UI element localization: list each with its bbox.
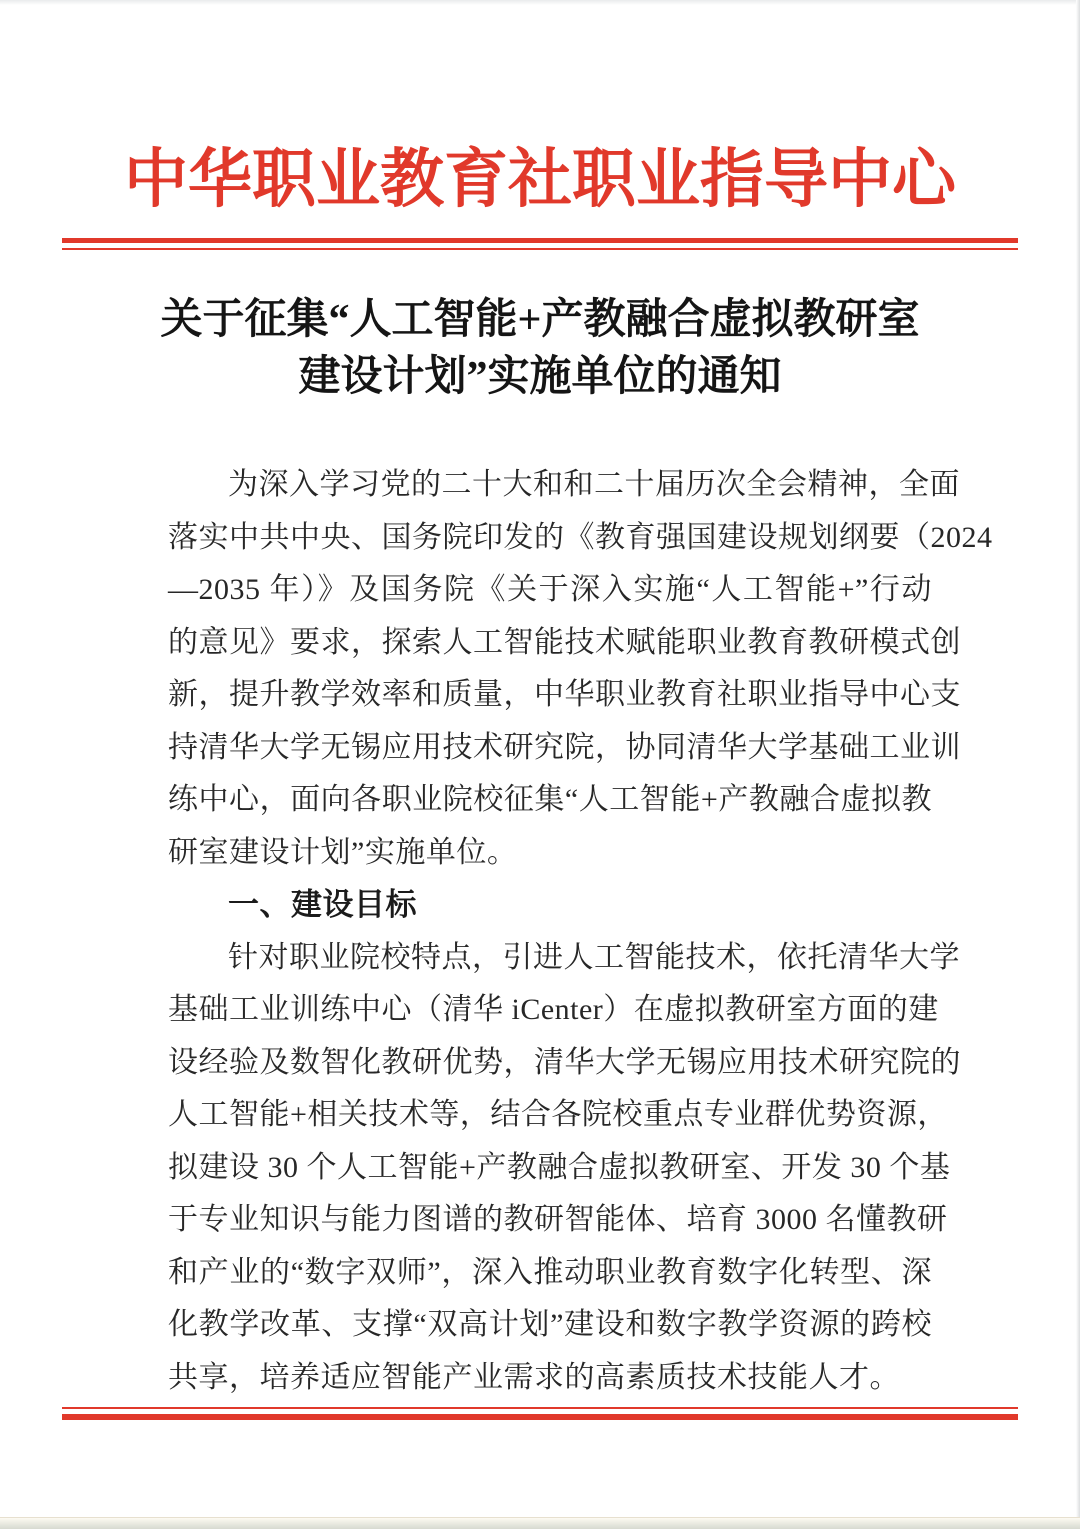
masthead-rule-thick <box>62 238 1018 243</box>
document-title <box>0 292 1080 406</box>
letterhead-org-title: 中华职业教育社职业指导中心 <box>124 144 956 215</box>
body-line: 和产业的“数字双师”，深入推动职业教育数字化转型、深 <box>168 1255 932 1289</box>
document-body <box>168 459 993 1404</box>
body-line: 于专业知识与能力图谱的教研智能体、培育 3000 名懂教研 <box>168 1203 948 1236</box>
body-line: 设经验及数智化教研优势，清华大学无锡应用技术研究院的 <box>168 1045 961 1079</box>
body-line: 基础工业训练中心（清华 iCenter）在虚拟教研室方面的建 <box>168 993 939 1026</box>
body-line: 人工智能+相关技术等，结合各院校重点专业群优势资源， <box>168 1098 948 1131</box>
section-heading-1: 一、建设目标 <box>228 887 417 922</box>
body-line: 共享，培养适应智能产业需求的高素质技术技能人才。 <box>168 1360 900 1394</box>
body-line: 研室建设计划”实施单位。 <box>168 835 518 869</box>
body-line: 针对职业院校特点，引进人工智能技术，依托清华大学 <box>228 940 960 974</box>
footer-rule-thick <box>62 1414 1018 1420</box>
body-line: 落实中共中央、国务院印发的《教育强国建设规划纲要（2024 <box>168 520 993 554</box>
body-line: 化教学改革、支撑“双高计划”建设和数字教学资源的跨校 <box>168 1308 932 1341</box>
photo-edge-right <box>1076 0 1080 1529</box>
body-line: 的意见》要求，探索人工智能技术赋能职业教育教研模式创 <box>168 625 961 659</box>
body-line: 新，提升教学效率和质量，中华职业教育社职业指导中心支 <box>168 678 961 711</box>
body-line: 为深入学习党的二十大和和二十届历次全会精神，全面 <box>228 468 960 501</box>
body-line: 持清华大学无锡应用技术研究院，协同清华大学基础工业训 <box>168 730 961 764</box>
masthead-rule-thin <box>62 248 1018 250</box>
body-line: 拟建设 30 个人工智能+产教融合虚拟教研室、开发 30 个基 <box>168 1150 951 1184</box>
photo-edge-top <box>0 0 1080 5</box>
body-line: —2035 年）》及国务院《关于深入实施“人工智能+”行动 <box>168 573 932 606</box>
photo-edge-bottom <box>0 1517 1080 1529</box>
document-title-line-2: 建设计划”实施单位的通知 <box>298 354 782 400</box>
footer-rule-thin <box>62 1407 1018 1409</box>
document-title-line-1: 关于征集“人工智能+产教融合虚拟教研室 <box>160 297 920 343</box>
body-line: 练中心，面向各职业院校征集“人工智能+产教融合虚拟教 <box>168 783 932 816</box>
